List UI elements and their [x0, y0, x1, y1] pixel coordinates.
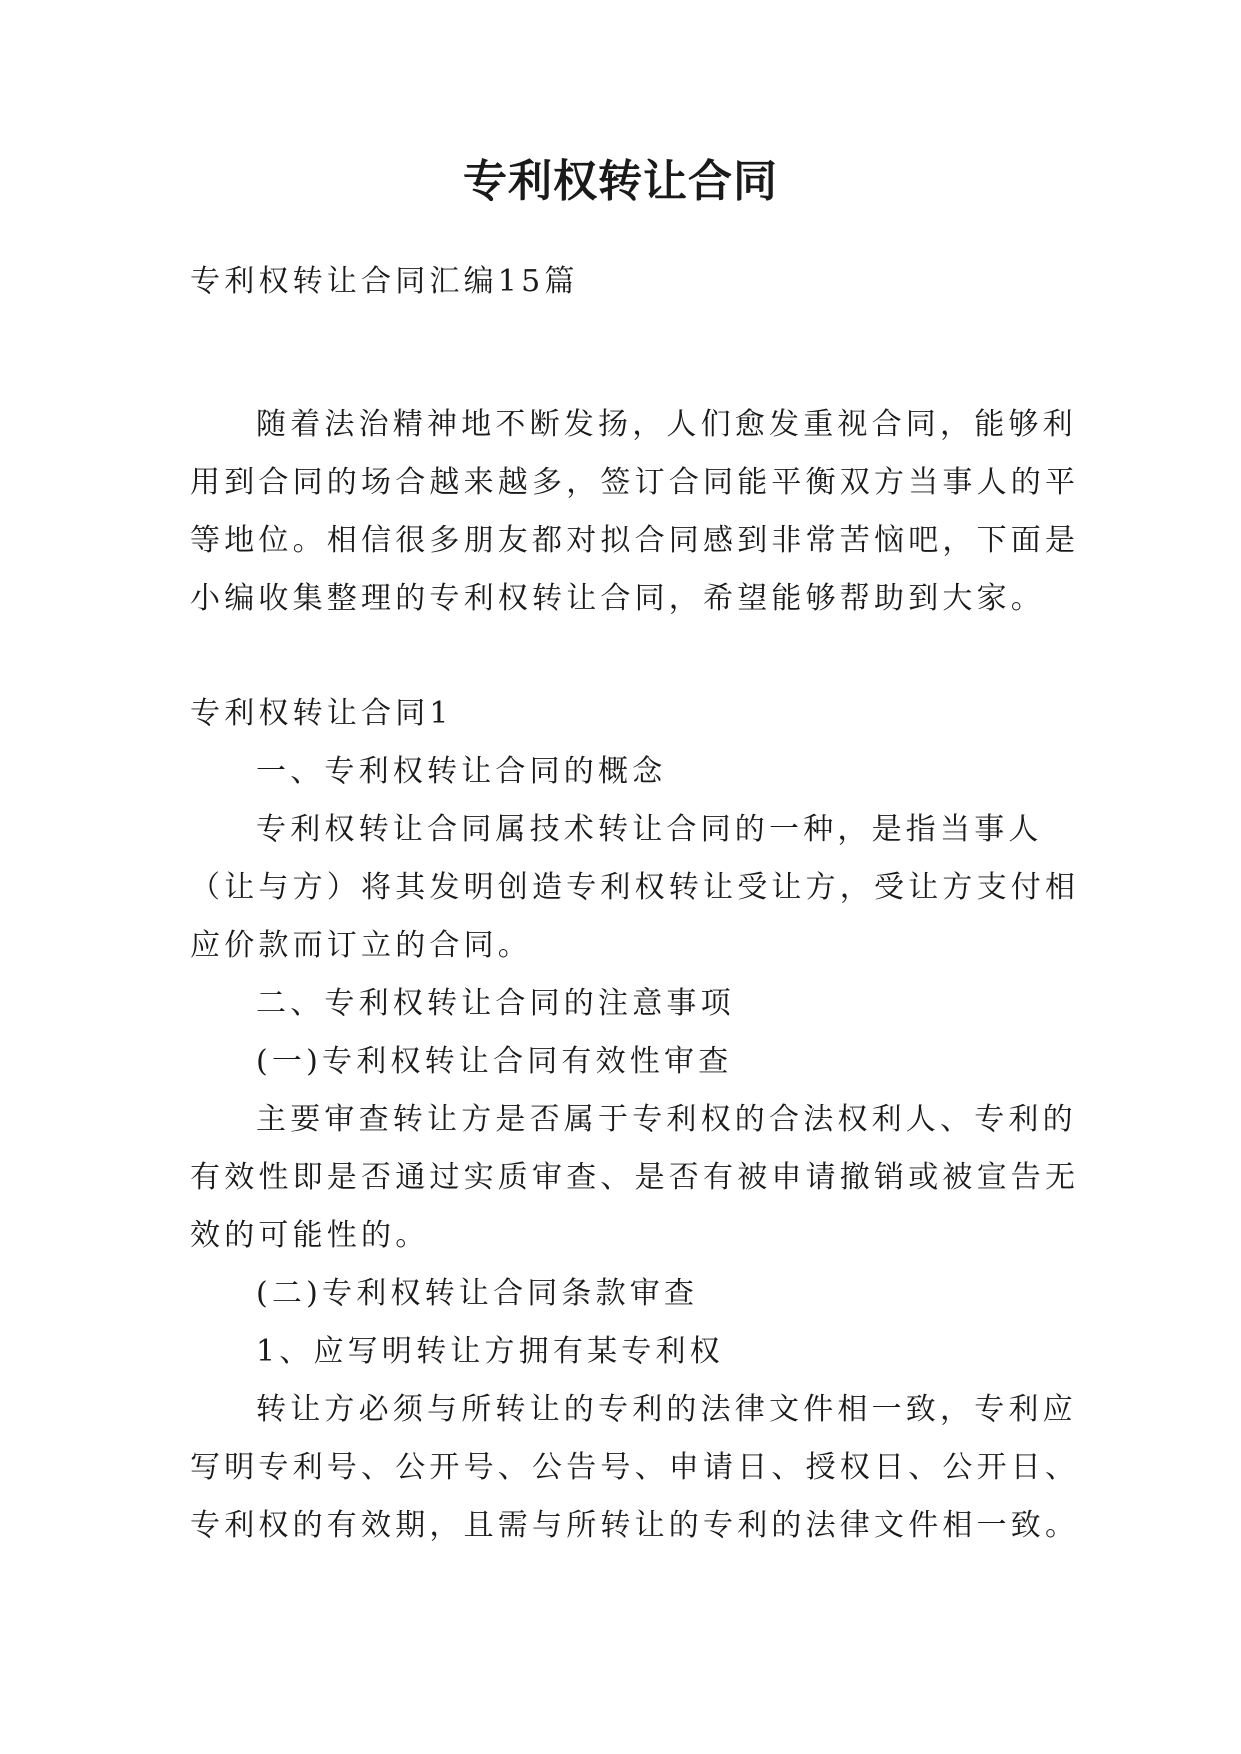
body-line: 应价款而订立的合同。: [190, 928, 532, 963]
body-line: 二、专利权转让合同的注意事项: [256, 986, 735, 1021]
intro-line: 小编收集整理的专利权转让合同，希望能够帮助到大家。: [190, 581, 1045, 616]
intro-line: 等地位。相信很多朋友都对拟合同感到非常苦恼吧，下面是: [190, 523, 1080, 558]
document-subtitle: 专利权转让合同汇编15篇: [190, 264, 579, 299]
document-title: 专利权转让合同: [463, 156, 778, 207]
body-line: 专利权转让合同属技术转让合同的一种，是指当事人: [256, 812, 1043, 847]
intro-line: 随着法治精神地不断发扬，人们愈发重视合同，能够利: [256, 407, 1077, 442]
body-line: 写明专利号、公开号、公告号、申请日、授权日、公开日、: [190, 1450, 1080, 1485]
body-line: 效的可能性的。: [190, 1218, 430, 1253]
body-line: 一、专利权转让合同的概念: [256, 754, 667, 789]
body-line: 1、应写明转让方拥有某专利权: [256, 1334, 724, 1369]
intro-line: 用到合同的场合越来越多，签订合同能平衡双方当事人的平: [190, 465, 1080, 500]
section-heading: 专利权转让合同1: [190, 696, 453, 731]
body-line: 有效性即是否通过实质审查、是否有被申请撤销或被宣告无: [190, 1160, 1080, 1195]
body-line: (二)专利权转让合同条款审查: [256, 1276, 699, 1311]
body-line: 专利权的有效期，且需与所转让的专利的法律文件相一致。: [190, 1508, 1080, 1543]
body-line: 转让方必须与所转让的专利的法律文件相一致，专利应: [256, 1392, 1077, 1427]
body-line: (一)专利权转让合同有效性审查: [256, 1044, 733, 1079]
body-line: （让与方）将其发明创造专利权转让受让方，受让方支付相: [190, 870, 1080, 905]
body-line: 主要审查转让方是否属于专利权的合法权利人、专利的: [256, 1102, 1077, 1137]
